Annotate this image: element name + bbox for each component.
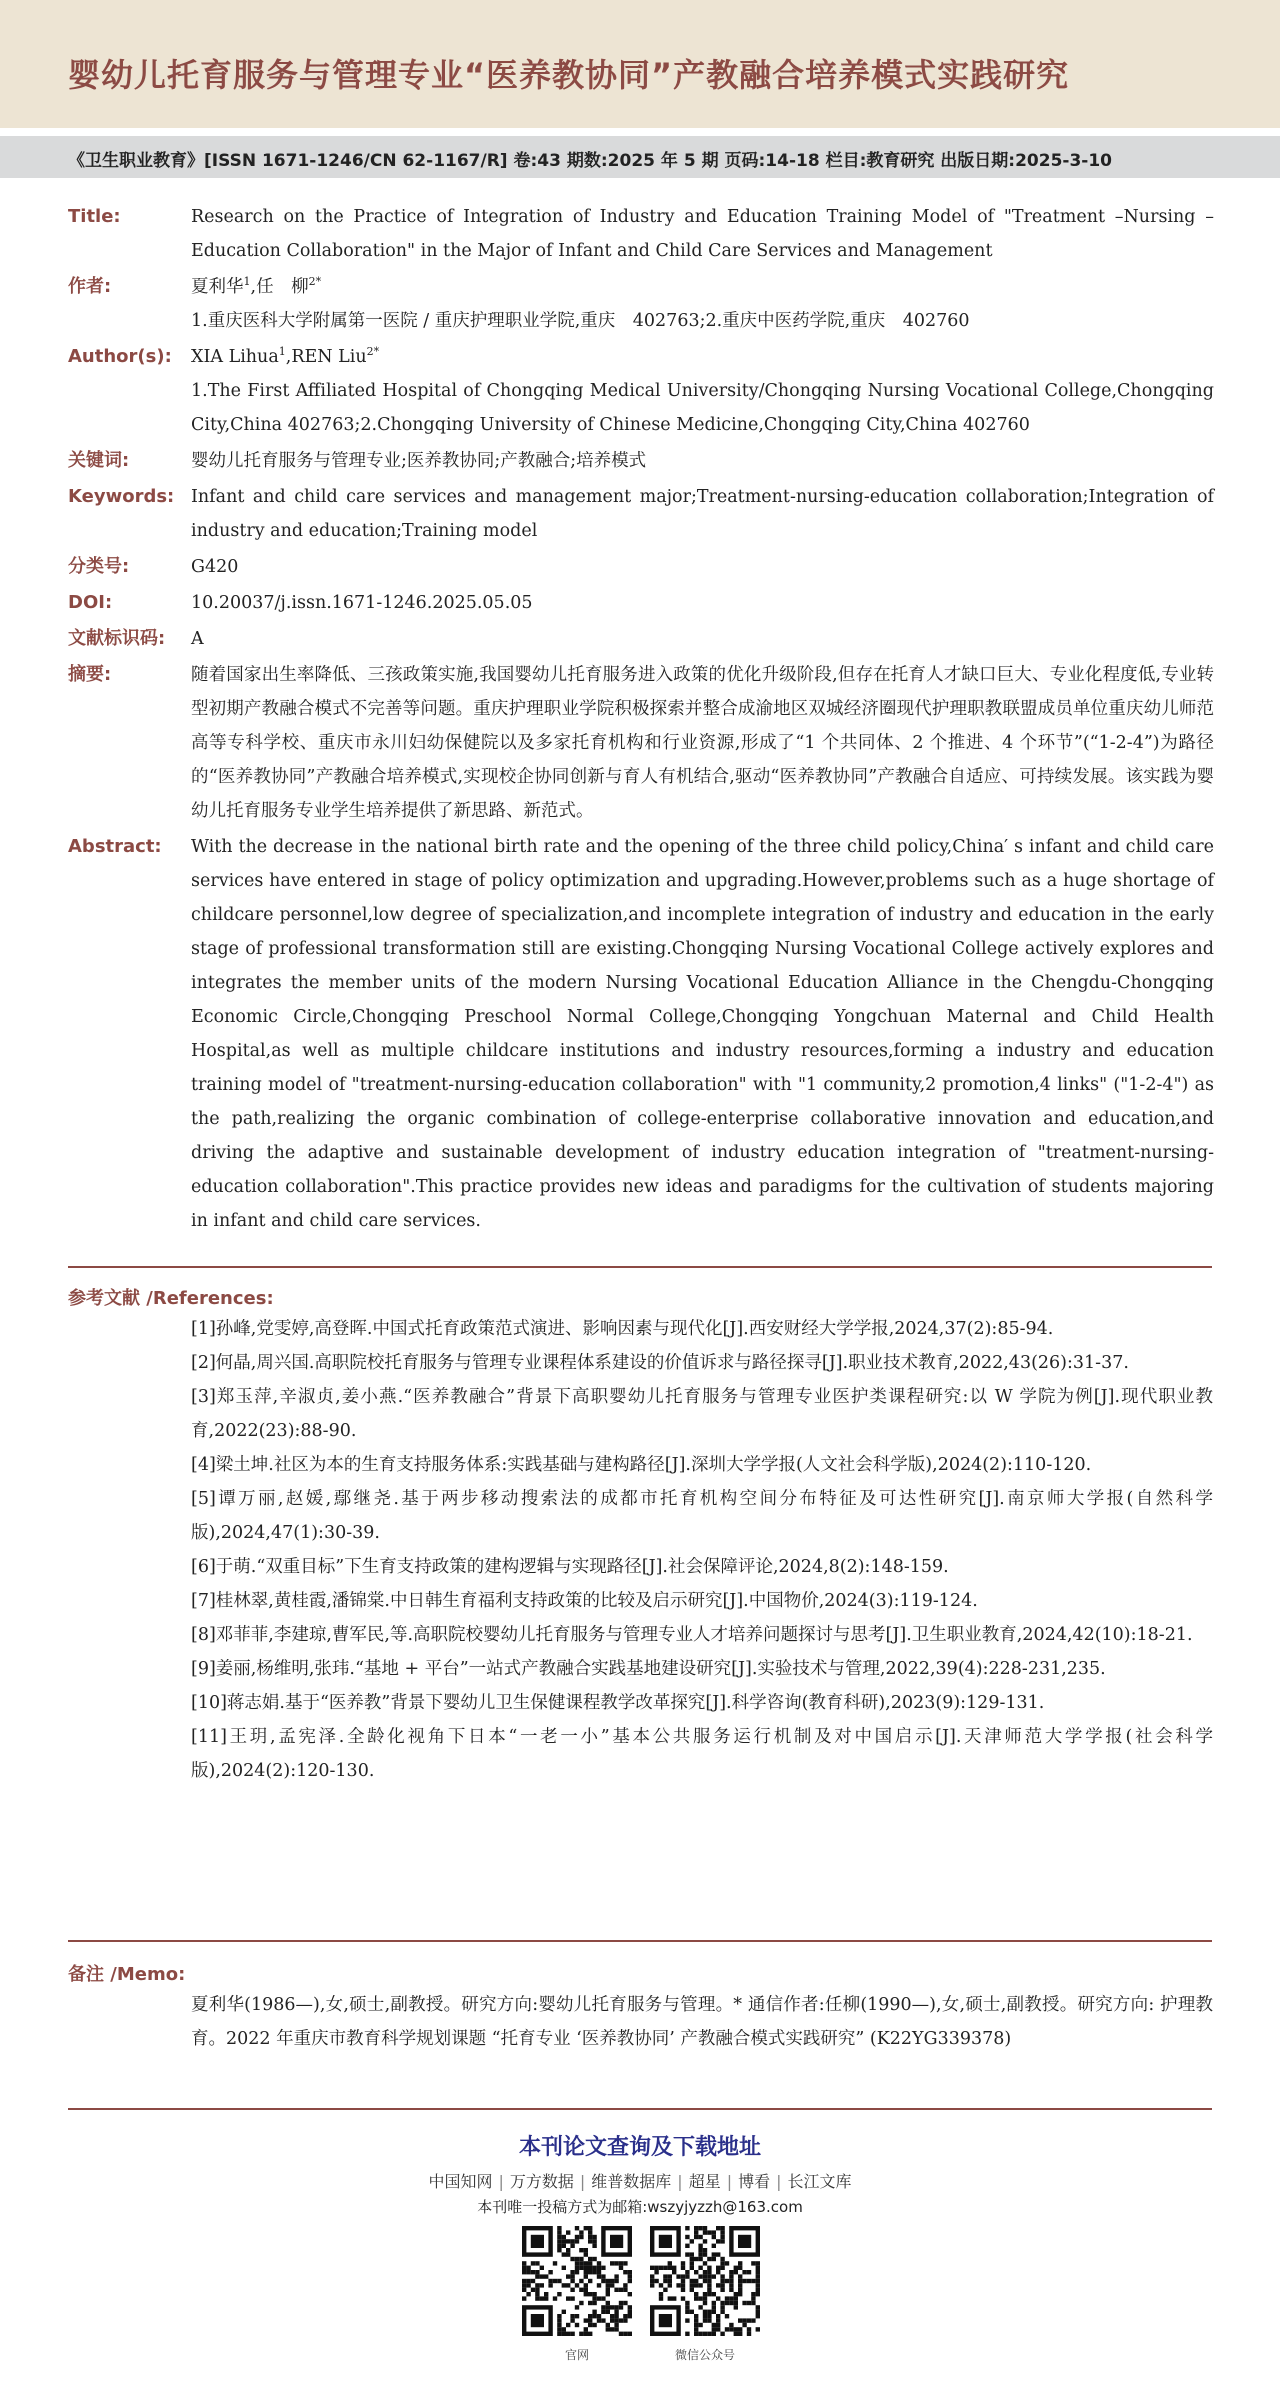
affiliations-en: 1.The First Affiliated Hospital of Chongqing Medical University/Chongqing Nursing Vocational College,Chongqing City,China 402763;2.Chongqing University of Chinese Medicine,Chongqing City,China 402760 — [191, 381, 1214, 435]
reference-item[interactable]: [6]于萌.“双重目标”下生育支持政策的建构逻辑与实现路径[J].社会保障评论,2024,8(2):148-159. — [191, 1557, 949, 1577]
authors-en — [191, 340, 1214, 442]
field-label: Abstract: — [68, 836, 162, 857]
field-label: 作者: — [68, 276, 112, 297]
author-en-1[interactable]: XIA Lihua — [191, 347, 279, 367]
affil-marker: 1 — [278, 345, 286, 359]
author-separator: ,REN Liu — [285, 347, 367, 367]
field-label: Keywords: — [68, 486, 175, 507]
doi-link[interactable]: 10.20037/j.issn.1671-1246.2025.05.05 — [191, 593, 533, 613]
field-label: 文献标识码: — [68, 628, 166, 649]
article-info — [68, 200, 1214, 1240]
submission-email[interactable]: 本刊唯一投稿方式为邮箱:wszyjyzzh@163.com — [477, 2198, 803, 2216]
database-link[interactable]: 长江文库 — [787, 2172, 852, 2191]
title-banner — [0, 0, 1280, 128]
database-link[interactable]: 万方数据 — [509, 2172, 574, 2191]
article-title: 婴幼儿托育服务与管理专业“医养教协同”产教融合培养模式实践研究 — [68, 56, 1070, 94]
abstract-cn: 随着国家出生率降低、三孩政策实施,我国婴幼儿托育服务进入政策的优化升级阶段,但存在托育人才缺口巨大、专业化程度低,专业转型初期产教融合模式不完善等问题。重庆护理职业学院积极探索并整合成渝地区双城经济圈现代护理职教联盟成员单位重庆幼儿师范高等专科学校、重庆市永川妇幼保健院以及多家托育机构和行业资源,形成了“1 个共同体、2 个推进、4 个环节”(“1-2-4”)为路径的“医养教协同”产教融合培养模式,实现校企协同创新与育人有机结合,驱动“医养教协同”产教融合自适应、可持续发展。该实践为婴幼儿托育服务专业学生培养提供了新思路、新范式。 — [191, 665, 1214, 821]
affil-marker: 2* — [366, 345, 380, 359]
field-label: 关键词: — [68, 450, 130, 471]
qr-wechat[interactable] — [650, 2226, 760, 2363]
keywords-en[interactable]: Infant and child care services and management major;Treatment-nursing-education collaboration;Integration of industry and education;Training model — [191, 487, 1214, 541]
download-title: 本刊论文查询及下载地址 — [518, 2135, 761, 2160]
section-divider — [68, 1940, 1212, 1942]
separator: | — [776, 2172, 782, 2191]
field-keywords-cn — [68, 444, 1214, 478]
field-keywords-en — [68, 480, 1214, 548]
classification-code: G420 — [191, 557, 239, 577]
author-names-en — [191, 340, 1214, 374]
reference-item[interactable]: [4]梁土坤.社区为本的生育支持服务体系:实践基础与建构路径[J].深圳大学学报(人文社会科学版),2024(2):110-120. — [191, 1455, 1092, 1475]
database-link[interactable]: 中国知网 — [428, 2172, 493, 2191]
citation-bar — [0, 136, 1280, 178]
author-separator: ,任 柳 — [250, 277, 309, 297]
references-list — [191, 1312, 1213, 1788]
field-label: Title: — [68, 206, 121, 227]
qr-caption: 官网 — [564, 2348, 589, 2362]
reference-item[interactable]: [11]王玥,孟宪泽.全龄化视角下日本“一老一小”基本公共服务运行机制及对中国启示[J].天津师范大学学报(社会科学版),2024(2):120-130. — [191, 1727, 1213, 1781]
separator: | — [579, 2172, 586, 2191]
field-authors-en — [68, 340, 1214, 442]
database-link[interactable]: 维普数据库 — [591, 2172, 672, 2191]
citation-text: 《卫生职业教育》[ISSN 1671-1246/CN 62-1167/R] 卷:43 期数:2025 年 5 期 页码:14-18 栏目:教育研究 出版日期:2025-3-10 — [68, 151, 1112, 171]
reference-item[interactable]: [1]孙峰,党雯婷,高登晖.中国式托育政策范式演进、影响因素与现代化[J].西安财经大学学报,2024,37(2):85-94. — [191, 1319, 1054, 1339]
reference-item[interactable]: [8]邓菲菲,李建琼,曹军民,等.高职院校婴幼儿托育服务与管理专业人才培养问题探讨与思考[J].卫生职业教育,2024,42(10):18-21. — [191, 1625, 1193, 1645]
separator: | — [498, 2172, 504, 2191]
field-classification — [68, 550, 1214, 584]
section-divider — [68, 2108, 1212, 2110]
field-label: DOI: — [68, 592, 113, 613]
field-label: 摘要: — [68, 664, 112, 685]
separator: | — [726, 2172, 733, 2191]
qr-code-icon — [522, 2226, 632, 2336]
field-abstract-cn — [68, 658, 1214, 828]
database-link[interactable]: 超星 — [688, 2172, 721, 2191]
database-list — [0, 2169, 1280, 2192]
database-link[interactable]: 博看 — [738, 2172, 771, 2191]
references-heading: 参考文献 /References: — [68, 1288, 274, 1309]
memo-text: 夏利华(1986—),女,硕士,副教授。研究方向:婴幼儿托育服务与管理。* 通信作者:任柳(1990—),女,硕士,副教授。研究方向: 护理教育。2022 年重庆市教育科学规划课题 “托育专业 ‘医养教协同’ 产教融合模式实践研究” (K22YG339378) — [191, 1995, 1213, 2049]
affiliations-cn: 1.重庆医科大学附属第一医院 / 重庆护理职业学院,重庆 402763;2.重庆中医药学院,重庆 402760 — [191, 311, 970, 331]
field-authors — [68, 270, 1214, 338]
keywords-cn[interactable]: 婴幼儿托育服务与管理专业;医养教协同;产教融合;培养模式 — [191, 451, 647, 471]
author-names — [191, 270, 1214, 304]
section-divider — [68, 1266, 1212, 1268]
reference-item[interactable]: [3]郑玉萍,辛淑贞,姜小燕.“医养教融合”背景下高职婴幼儿托育服务与管理专业医护类课程研究:以 W 学院为例[J].现代职业教育,2022(23):88-90. — [191, 1387, 1213, 1441]
field-abstract-en — [68, 830, 1214, 1238]
document-code: A — [191, 629, 204, 649]
reference-item[interactable]: [9]姜丽,杨维明,张玮.“基地 + 平台”一站式产教融合实践基地建设研究[J].实验技术与管理,2022,39(4):228-231,235. — [191, 1659, 1106, 1679]
abstract-en: With the decrease in the national birth rate and the opening of the three child policy,China′ s infant and child care services have entered in stage of policy optimization and upgrading.However,problems such as a huge shortage of childcare personnel,low degree of specialization,and incomplete integration of industry and education in the early stage of professional transformation still are existing.Chongqing Nursing Vocational College actively explores and integrates the member units of the modern Nursing Vocational Education Alliance in the Chengdu-Chongqing Economic Circle,Chongqing Preschool Normal College,Chongqing Yongchuan Maternal and Child Health Hospital,as well as multiple childcare institutions and industry resources,forming a industry and education training model of "treatment-nursing-education collaboration" with "1 community,2 promotion,4 links" ("1-2-4") as the path,realizing the organic combination of college-enterprise collaborative innovation and education,and driving the adaptive and sustainable development of industry education integration of "treatment-nursing-education collaboration".This practice provides new ideas and paradigms for the cultivation of students majoring in infant and child care services. — [191, 837, 1214, 1231]
qr-caption: 微信公众号 — [674, 2348, 735, 2362]
field-doi — [68, 586, 1214, 620]
reference-item[interactable]: [10]蒋志娟.基于“医养教”背景下婴幼儿卫生保健课程教学改革探究[J].科学咨询(教育科研),2023(9):129-131. — [191, 1693, 1045, 1713]
affil-marker: 2* — [308, 275, 322, 289]
field-document-code — [68, 622, 1214, 656]
field-label: Author(s): — [68, 346, 172, 367]
separator: | — [677, 2172, 683, 2191]
author-1[interactable]: 夏利华 — [191, 277, 244, 297]
field-title — [68, 200, 1214, 268]
reference-item[interactable]: [5]谭万丽,赵媛,鄢继尧.基于两步移动搜索法的成都市托育机构空间分布特征及可达性研究[J].南京师大学报(自然科学版),2024,47(1):30-39. — [191, 1489, 1213, 1543]
qr-code-icon — [650, 2226, 760, 2336]
field-label: 分类号: — [68, 556, 130, 577]
authors-cn — [191, 270, 1214, 338]
footer — [0, 2130, 1280, 2217]
memo-heading: 备注 /Memo: — [68, 1964, 186, 1985]
english-title: Research on the Practice of Integration of Industry and Education Training Model of "Treatment –Nursing –Education Collaboration" in the Major of Infant and Child Care Services and Management — [191, 207, 1214, 261]
reference-item[interactable]: [7]桂林翠,黄桂霞,潘锦棠.中日韩生育福利支持政策的比较及启示研究[J].中国物价,2024(3):119-124. — [191, 1591, 978, 1611]
reference-item[interactable]: [2]何晶,周兴国.高职院校托育服务与管理专业课程体系建设的价值诉求与路径探寻[J].职业技术教育,2022,43(26):31-37. — [191, 1353, 1129, 1373]
qr-website[interactable] — [522, 2226, 632, 2363]
affil-marker: 1 — [243, 275, 251, 289]
